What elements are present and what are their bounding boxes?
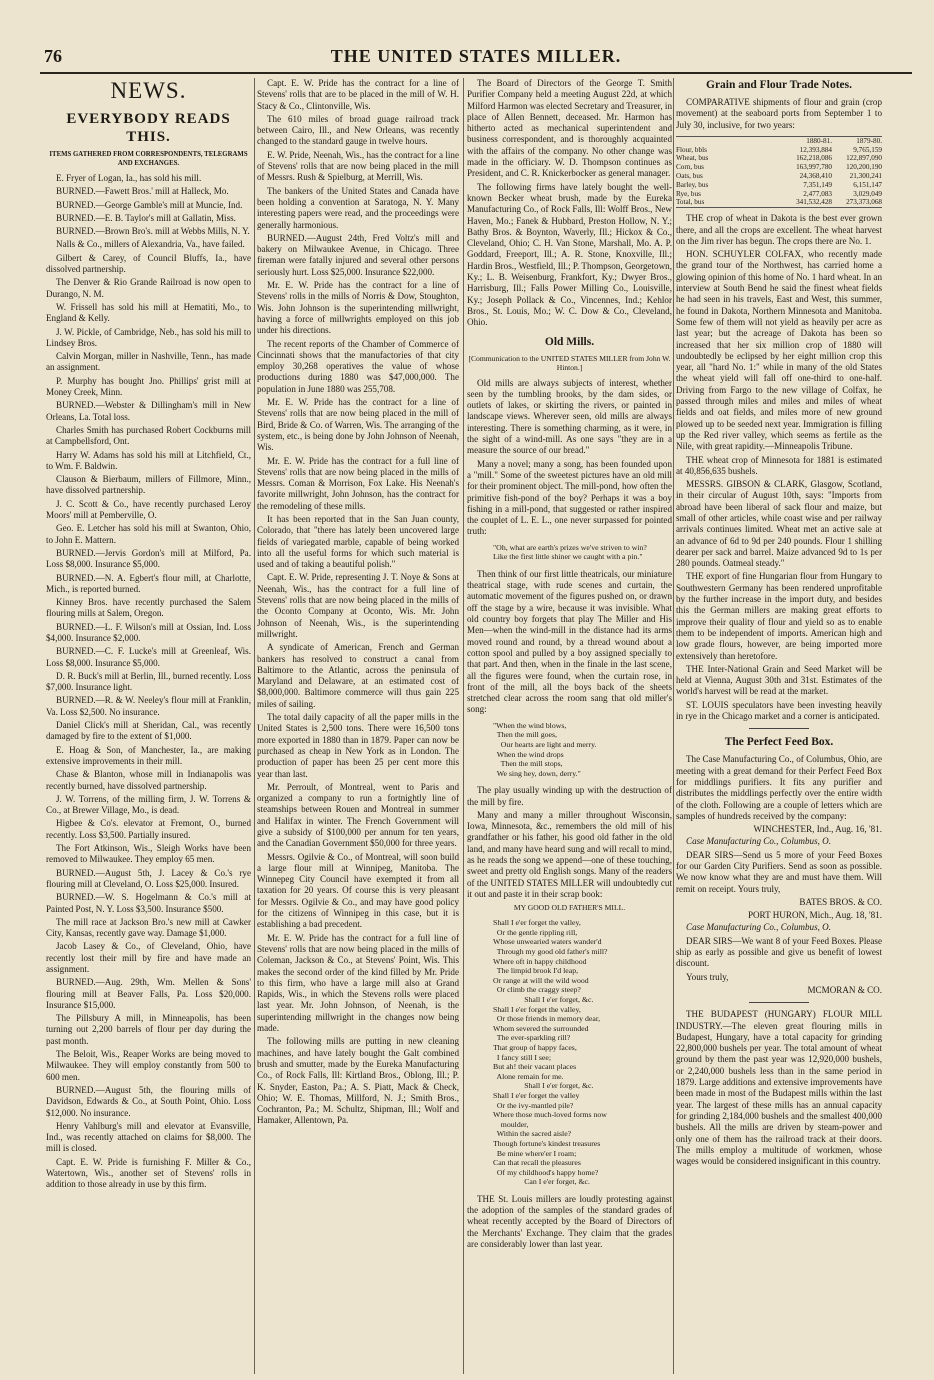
table-row	[676, 198, 882, 207]
poem-line: Or range at will the wild wood	[493, 975, 589, 985]
news-item: E. Hoag & Son, of Manchester, Ia., are making extensive improvements in their mill.	[46, 744, 251, 766]
poem-line: Whom severed the surrounded	[493, 1023, 589, 1033]
news-item: THE St. Louis millers are loudly protesting against the adoption of the samples of the standard grades of wheat recently accepted by the Board of Directors of the Merchants' Exchange. They claim that the grades are considerably lower than last year.	[467, 1193, 672, 1250]
news-item: Geo. E. Letcher has sold his mill at Swanton, Ohio, to John E. Mattern.	[46, 523, 251, 545]
news-item: Mr. Perroult, of Montreal, went to Paris and organized a company to run a fortnightly line of steamships between Rouen and Montreal in summer and Halifax in winter. The French Government will give a subsidy of $100,000 per annum for ten years, and the Canadian Government $50,000 for three years.	[257, 781, 459, 849]
news-item: Capt. E. W. Pride is furnishing F. Miller & Co., Watertown, Wis., another set of Stevens' rolls in addition to those already in use by this firm.	[46, 1156, 251, 1190]
news-item: BURNED.—August 5th, the flouring mills of Davidson, Edwards & Co., at South Point, Ohio. Loss $12,000. No insurance.	[46, 1084, 251, 1118]
poem-line: The limpid brook I'd leap,	[493, 966, 579, 976]
news-items	[46, 173, 251, 1191]
news-item: J. W. Torrens, of the milling firm, J. W. Torrens & Co., at Brewer Village, Mo., is dead.	[46, 793, 251, 816]
poem-line: Where those much-loved forms now	[493, 1110, 607, 1120]
column-2	[257, 78, 459, 1374]
everybody-reads-heading: EVERYBODY READS THIS.	[66, 111, 231, 145]
column-3	[467, 78, 672, 1374]
table-row	[676, 181, 882, 190]
masthead-title: THE UNITED STATES MILLER.	[330, 46, 622, 66]
poem-line: Through my good old father's mill?	[493, 947, 608, 957]
budapest-item: THE BUDAPEST (HUNGARY) FLOUR MILL INDUSTRY.—The eleven great flouring mills in Budapest, Hungary, have a total capacity for grinding 22,800,000 bushels per year. The total amount of wheat ground by them the past year was 12,920,000 bushels, or 2,240,000 bushels less than in the same period in 1879. Large additions and extensive improvements have been made in most of the Budapest mills within the last year. The largest of these mills has an annual capacity for grinding 2,184,000 bushels and the smallest 400,000 bushels. All the mills are driven by steam-power and only one of them has the railroad track at their doors. The mills employ a multitude of workmen, whose wages would be considered insignificant in this country.	[676, 1009, 882, 1167]
news-item: Charles Smith has purchased Robert Cockburns mill at Campbellsford, Ont.	[46, 424, 251, 447]
news-item: The Pillsbury A mill, in Minneapolis, has been turning out 2,200 barrels of flour per day during the past month.	[46, 1013, 251, 1046]
letter2-recipient: Case Manufacturing Co., Columbus, O.	[686, 922, 831, 933]
news-item: Harry W. Adams has sold his mill at Litchfield, Ct., to Wm. F. Baldwin.	[46, 449, 251, 471]
news-item: BURNED.—C. F. Lucke's mill at Greenleaf, Wis. Loss $8,000. Insurance $5,000.	[46, 646, 251, 668]
news-item: Clauson & Bierbaum, millers of Fillmore, Minn., have dissolved partnership.	[46, 474, 251, 496]
news-item: BURNED.—Jervis Gordon's mill at Milford, Pa. Loss $8,000. Insurance $5,000.	[46, 547, 251, 570]
news-item: BURNED.—August 5th, J. Lacey & Co.'s rye flouring mill at Cleveland, O. Loss $25,000. Insured.	[46, 867, 251, 889]
news-item: The mill race at Jackson Bro.'s new mill at Cawker City, Kansas, recently gave way. Damage $1,000.	[46, 916, 251, 939]
news-item: BURNED.—Aug. 29th, Wm. Mellen & Sons' flouring mill at Beaver Falls, Pa. Loss $20,000. Insurance $15,000.	[46, 977, 251, 1010]
news-items-continued	[257, 78, 459, 1127]
poem-line: Of my childhood's happy home?	[493, 1167, 599, 1177]
poem-line: Within the sacred aisle?	[493, 1129, 572, 1139]
news-item: Capt. E. W. Pride, representing J. T. Noye & Sons at Neenah, Wis., has the contract for a full line of Stevens' rolls that are now being placed in the mills of the Oconto Company at Oconto, Wis. Mr. John Johnson of Neenah, Wis., is the superintending millwright.	[257, 572, 459, 639]
news-item: MESSRS. GIBSON & CLARK, Glasgow, Scotland, in their circular of August 10th, says: "Imports from abroad have been liberal of sack flour and maize, but small of other articles, while coast wise and per railway arrivals continues limited. Wheat met an active sale at an advance of 6d to 9d per 240 pounds. Flour 1 shilling dearer per sack and barrel. Maize advanced 9d to 1s per 280 pounds. Oatmeal steady."	[676, 479, 882, 569]
news-item: A syndicate of American, French and German bankers has resolved to construct a canal from Baltimore to the Atlantic, across the peninsula of Maryland and Delaware, at an estimated cost of $8,000,000. Baltimore commerce will thus gain 225 miles of sailing.	[257, 642, 459, 709]
letter1-date: WINCHESTER, Ind., Aug. 16, '81.	[753, 824, 882, 835]
letter2-close: Yours truly,	[686, 971, 729, 982]
table-cell: 273,373,068	[846, 198, 882, 207]
column-4	[676, 78, 882, 1374]
poem-line: Alone remain for me.	[493, 1071, 564, 1081]
table-cell: Oats, bus	[676, 172, 703, 181]
table-row	[676, 172, 882, 181]
table-cell: 1879-80.	[856, 136, 882, 145]
letter2-body: DEAR SIRS—We want 8 of your Feed Boxes. Please ship as early as possible and give us benefit of lowest discount.	[676, 935, 882, 969]
poem-line: Shall I e'er forget the valley,	[493, 1004, 581, 1014]
poem-line: We sing hey, down, derry."	[493, 768, 581, 778]
table-cell: 7,351,149	[803, 180, 832, 189]
feed-box-intro: The Case Manufacturing Co., of Columbus, Ohio, are meeting with a great demand for their Perfect Feed Box for middlings purifiers. It fits any purifier and distributes the middlings perfectly over the entire width of the cloth. Following are a couple of letters which are samples of hundreds received by the company:	[676, 754, 882, 821]
poem-line: Or the gentle rippling rill,	[493, 927, 578, 937]
poem-line: moulder,	[493, 1119, 529, 1129]
poem-line: Then the mill goes,	[493, 730, 557, 740]
old-mills-paragraphs-3	[467, 785, 672, 900]
shipments-table	[676, 136, 882, 208]
news-item: BURNED.—R. & W. Neeley's flour mill at Franklin, Va. Loss $2,500. No insurance.	[46, 695, 251, 717]
news-item: THE crop of wheat in Dakota is the best ever grown there, and all the crops are excellent. The wheat harvest on the Jim river has begun. The crops there are No. 1.	[676, 213, 882, 246]
poem-line: Then the mill stops,	[493, 759, 563, 769]
news-item: ST. LOUIS speculators have been investing heavily in rye in the Chicago market and a corner is anticipated.	[676, 699, 882, 722]
news-item: The recent reports of the Chamber of Commerce of Cincinnati shows that the manufactories of that city employ 30,268 operatives the value of whose productions during 1880 was $47,000,000. The population in June 1880 was 255,708.	[257, 338, 459, 394]
table-header-row	[676, 137, 882, 146]
news-item: E. Fryer of Logan, Ia., has sold his mill.	[56, 173, 202, 183]
letter2-signature: MCMORAN & CO.	[807, 984, 882, 995]
table-cell: 6,151,147	[853, 180, 882, 189]
table-cell: 12,393,884	[799, 145, 832, 154]
page-number: 76	[44, 46, 62, 66]
poem-line: When the wind drops	[493, 749, 564, 759]
table-row	[676, 154, 882, 163]
table-row	[676, 163, 882, 172]
news-item: Daniel Click's mill at Sheridan, Cal., was recently damaged by fire to the extent of $1,000.	[46, 720, 251, 742]
communication-note: [Communication to the UNITED STATES MILLER from John W. Hinton.]	[468, 353, 671, 373]
news-item: Higbee & Co's. elevator at Fremont, O., burned recently. Loss $3,500. Partially insured.	[46, 818, 251, 840]
news-item: THE Inter-National Grain and Seed Market will be held at Vienna, August 30th and 31st. Estimates of the world's harvest will be read at the market.	[676, 663, 882, 697]
poem-line: Though fortune's kindest treasures	[493, 1138, 601, 1148]
perfect-feed-box-heading: The Perfect Feed Box.	[724, 736, 834, 749]
article-paragraph: Many a novel; many a song, has been founded upon a "mill." Some of the sweetest pictures have an old mill for their prominent object. The mill-pond, how often the primitive fish-pond of the boy? Perhaps it was a boy fishing in a mill-pond, that suggested or rather inspired the couplet of L. E. L., one never surpassed for pointed truth:	[467, 458, 672, 537]
table-cell: Wheat, bus	[676, 154, 709, 163]
letter1-recipient: Case Manufacturing Co., Columbus, O.	[686, 836, 831, 847]
poem-line: Or the ivy-mantled pile?	[493, 1100, 574, 1110]
poem-line: Shall I e'er forget, &c.	[493, 1081, 594, 1091]
table-cell: Barley, bus	[676, 180, 709, 189]
news-item: BURNED.—E. B. Taylor's mill at Gallatin, Miss.	[56, 212, 236, 223]
news-item: THE export of fine Hungarian flour from Hungary to Southwestern Germany has been rendered unprofitable by the further increase in the import duty, and besides this the German millers are making great efforts to improve their quality of flour and yield so as to enable them to be independent of imports. American high and low grade flours, however, are being imported more extensively than heretofore.	[676, 571, 882, 661]
poem-line: Be mine where'er I roam;	[493, 1148, 577, 1158]
poem-line: Can that recall the pleasures	[493, 1158, 581, 1168]
millers-song	[493, 721, 672, 779]
table-cell: Total, bus	[676, 198, 705, 207]
table-cell: 2,477,083	[803, 189, 832, 198]
news-item: Gilbert & Carey, of Council Bluffs, Ia., have dissolved partnership.	[46, 252, 251, 275]
news-item: Jacob Lasey & Co., of Cleveland, Ohio, have recently lost their mill by fire and have made an assignment.	[46, 941, 251, 974]
news-item: The Board of Directors of the George T. Smith Purifier Company held a meeting August 22d, at which Milford Harmon was elected Secretary and Treasurer, in place of Allen Bennett, deceased. Mr. Harmon has hitherto acted as mechanical superintendent and business correspondent, and is thoroughly acquainted with the affairs of the company. No other change was made in the officiary. W. D. Thompson continues as President, and C. R. Knickerbocker as general manager.	[467, 78, 672, 179]
table-cell: 162,218,086	[796, 154, 832, 163]
poem-line: Whose unwearied waters wander'd	[493, 937, 602, 947]
table-cell: Rye, bus	[676, 189, 701, 198]
article-paragraph: Many and many a miller throughout Wisconsin, Iowa, Minnesota, &c., remembers the old mill of his grandfather or his father, his good old father in the old land, and many have heard sung and will recall to mind, as he reads the song we append—one of these touching, sweet and pretty old English songs. Many of the readers of the UNITED STATES MILLER will undoubtedly cut it out and paste it in their scrap book:	[467, 809, 672, 899]
table-cell: 120,200,190	[846, 163, 882, 172]
old-mills-paragraphs-2	[467, 569, 672, 716]
news-item: BURNED.—Brown Bro's. mill at Webbs Mills, N. Y.	[56, 226, 250, 237]
news-item: THE wheat crop of Minnesota for 1881 is estimated at 40,856,635 bushels.	[676, 454, 882, 476]
poem-line: Our hearts are light and merry.	[493, 739, 597, 749]
news-item: Kinney Bros. have recently purchased the Salem flouring mills at Salem, Oregon.	[46, 597, 251, 619]
news-item: D. R. Buck's mill at Berlin, Ill., burned recently. Loss $7,000. Insurance light.	[46, 670, 251, 693]
grain-notes-heading: Grain and Flour Trade Notes.	[706, 79, 852, 91]
news-heading: NEWS.	[110, 78, 187, 103]
news-item: The bankers of the United States and Canada have been holding a convention at Saratoga, N. Y. Many interesting papers were read, and the proceedings were generally harmonious.	[257, 185, 459, 230]
news-item: Mr. E. W. Pride has the contract for a full line of Stevens' rolls that are now being placed in the mills of Coleman, Jackson & Co., at Stevens' Point, Wis. This makes the second order of the kind filled by Mr. Pride to this firm, who have a large mill also at Grand Rapids, Wis., in which the Stevens rolls were placed last year. Mr. John Johnson, of Neenah, is the superintending millwright in the changes now being made.	[257, 932, 459, 1034]
poem-line: I fancy still I see;	[493, 1052, 552, 1062]
poem-line: Shall I e'er forget the valley,	[493, 918, 581, 928]
poem-line: Shall I e'er forget, &c.	[493, 995, 594, 1005]
news-item: The 610 miles of broad guage railroad track between Cairo, Ill., and New Orleans, was recently changed to the standard gauge in twelve hours.	[257, 113, 459, 147]
news-item: BURNED.—Fawett Bros.' mill at Halleck, Mo.	[56, 186, 229, 197]
news-item: BURNED.—W. S. Hogelmann & Co.'s mill at Painted Post, N. Y. Loss $3,500. Insurance $500.	[46, 892, 251, 914]
letter2-date: PORT HURON, Mich., Aug. 18, '81.	[747, 910, 882, 921]
news-item: BURNED.—L. F. Wilson's mill at Ossian, Ind. Loss $4,000. Insurance $2,000.	[46, 621, 251, 643]
news-item: The Fort Atkinson, Wis., Sleigh Works have been removed to Milwaukee. They employ 65 men.	[46, 843, 251, 865]
table-cell: Corn, bus	[676, 163, 704, 172]
news-item: BURNED.—N. A. Egbert's flour mill, at Charlotte, Mich., is reported burned.	[46, 572, 251, 594]
poem-line: Or climb the craggy steep?	[493, 985, 581, 995]
section-divider	[749, 1002, 809, 1003]
news-item: BURNED.—August 24th, Fred Voltz's mill and bakery on Milwaukee Avenue, in Chicago. Three fireman were fatally injured and several other persons seriously hurt. Loss $25,000. Insurance $22,000.	[257, 232, 459, 277]
table-cell: 341,532,428	[796, 198, 832, 207]
news-item: Henry Vahlburg's mill and elevator at Evansville, Ind., was recently attached on claims for $8,000. The mill is closed.	[46, 1120, 251, 1154]
article-paragraph: Then think of our first little theatricals, our miniature theatrical stage, with rude scenes and curtain, the automatic movement of the figures pushed on, or drawn off the stage by a wire, because it was invisible. What old country boy forgets that play The Miller and His Men—when the wind-mill in the distance had its arms moved round and round, by a thread wound about a cotton spool and pulled by a boy assigned specially to that part. And then, when in the finale in the last scene, all the figures were found, when the curtain rose, in front of the mill, all the boys back of the sheets stretched clear across the room sang that old miller's song:	[467, 568, 672, 715]
news-item: The Denver & Rio Grande Railroad is now open to Durango, N. M.	[46, 277, 251, 299]
column-1	[46, 78, 251, 1374]
table-cell: 122,897,090	[846, 154, 882, 163]
table-cell: 3,029,049	[853, 189, 882, 198]
news-item: P. Murphy has bought Jno. Phillips' grist mill at Money Creek, Minn.	[46, 375, 251, 398]
column-rule	[463, 78, 464, 1374]
poem-line: Where oft in happy childhood	[493, 956, 587, 966]
table-cell: 21,300,241	[849, 172, 882, 181]
grain-notes-items	[676, 213, 882, 722]
news-item: Mr. E. W. Pride has the contract for a full line of Stevens' rolls that are now being placed in the mills of Messrs. Coman & Morrison, Fox Lake. His Neenah's favorite millwright, John Johnson, has the contract for the remodeling of these mills.	[257, 455, 459, 511]
news-item: Chase & Blanton, whose mill in Indianapolis was recently burned, have dissolved partnership.	[46, 769, 251, 791]
news-item: The following mills are putting in new cleaning machines, and have lately bought the Galt combined brush and smutter, made by the Eureka Manufacturing Co., of Rock Falls, Ill: Kirtland Bros., Oblong, Ill.; P. K. Snyder, Easton, Pa.; A. S. Piatt, Mack & Check, Ohio; W. E. Thomas, Millford, N. J.; Smith Bros., Cochranton, Pa.; M. Schultz, Shipman, Ill.; Wolf and Hamaker, Allentown, Pa.	[257, 1036, 459, 1126]
news-item: The following firms have lately bought the well-known Becker wheat brush, made by the Eureka Manufacturing Co., of Rock Falls, Ill: Wolff Bros., New Haven, Mo.; Fanek & Hubbard, Preston Hollow, N. Y.; Bathy Bros. & Boynton, Waverly, Ill.; Hickox & Co., Cleveland, Ohio; C. H. Van Stone, Marshall, Mo. A. P. Goddard, Freeport, Ill.; A. R. Stone, Knoxville, Ill.; Hardin Bros., Westfield, Ill.; P. Thompson, Georgetown, Ky.; L. B. Weisenburg, Frankfort, Ky.; Dwyer Bros., Harrisburg, Ill.; Falls Power Milling Co., Louisville, Ky.; Joseph Pollack & Co., Vincennes, Ind.; Kehlor Bros., St. Louis, Mo.; W. C. Dow & Co., Cleveland, Ohio.	[467, 181, 672, 328]
letter1-signature: BATES BROS. & CO.	[799, 896, 882, 907]
news-item: Mr. E. W. Pride has the contract for a line of Stevens' rolls that are now being placed in the mill of Bird, Bride & Co. of Warren, Wis. The arranging of the system, etc., is being done by John Johnson of Neenah, Wis.	[257, 397, 459, 453]
letter1-body: DEAR SIRS—Send us 5 more of your Feed Boxes for our Garden City Purifiers. Send as soon as possible. We now know what they are and must have them. Will remit on receipt. Yours truly,	[676, 849, 882, 894]
poem-title: MY GOOD OLD FATHER'S MILL.	[513, 903, 626, 913]
news-item: HON. SCHUYLER COLFAX, who recently made the grand tour of the Northwest, has carried home a glowing opinion of this home of No. 1 hard wheat. In an interview at South Bend he said the finest wheat fields he had seen in his travels, East and West, this summer, he found in Dakota, Northern Minnesota and Manitoba. Some few of them will not yield as heavily per acre as last year; but the acreage of Dakota has been so increased that her six million crop of 1880 will undoubtedly be eclipsed by her eight million crop this year, all "hard No. 1:" while in many of the old States the wheat yield will fall off one-third to one-half. Driving from Fargo to the new village of Colfax, he passed through miles and miles and miles of wheat fields and oat fields, and miles more of new ground plowed up to be seeded next year. Immigration is filling up the Red river valley, which seems as fertile as the Nile, with great rapidity.—Minneapolis Tribune.	[676, 249, 882, 452]
table-row	[676, 146, 882, 155]
news-item: BURNED.—Webster & Dillingham's mill in New Orleans, La. Total loss.	[46, 400, 251, 422]
poem-line: Or those friends in memory dear,	[493, 1014, 601, 1024]
table-cell: 9,765,159	[853, 145, 882, 154]
table-cell: Flour, bbls	[676, 145, 707, 154]
poem-line: Can I e'er forget, &c.	[493, 1177, 590, 1187]
table-cell: 163,997,780	[796, 163, 832, 172]
news-item: Calvin Morgan, miller in Nashville, Tenn., has made an assignment.	[46, 351, 251, 373]
poem-line: "Oh, what are earth's prizes we've striven to win?	[493, 542, 647, 552]
couplet	[493, 543, 672, 562]
poem-line: Like the first little shiner we caught with a pin."	[493, 552, 643, 562]
news-item: W. Frissell has sold his mill at Hematiti, Mo., to England & Kelly.	[46, 301, 251, 324]
column-rule	[673, 78, 674, 1374]
fathers-mill-poem	[493, 918, 672, 1187]
poem-line: The ever-sparkling rill?	[493, 1033, 571, 1043]
news-item: The Beloit, Wis., Reaper Works are being moved to Milwaukee. They will employ constantly from 500 to 600 men.	[46, 1049, 251, 1082]
old-mills-paragraphs	[467, 378, 672, 538]
column-rule	[254, 78, 255, 1374]
news-item: The total daily capacity of all the paper mills in the United States is 2,500 tons. There were 16,500 tons more exported in 1880 than in 1879. Paper can now be purchased as cheap in New York as in London. The production of paper has been 25 per cent more this year than last.	[257, 712, 459, 779]
news-item: Mr. E. W. Pride has the contract for a line of Stevens' rolls in the mills of Norris & Dow, Stoughton, Wis. John Johnson is the superintending millwright, having a force of millwrights employed on this job under his directions.	[257, 280, 459, 336]
article-paragraph: Old mills are always subjects of interest, whether seen by the tumbling brooks, by the dam sides, or outlets of lakes, or skirting the rivers, or painted in landscape views. Wherever seen, old mills are always interesting. There is something charming, as it were, in the sight of a wind-mill. As one says "they are in a measure the source of our bread."	[467, 377, 672, 456]
table-row	[676, 190, 882, 199]
poem-line: Shall I e'er forget the valley	[493, 1090, 580, 1100]
poem-line: But ah! their vacant places	[493, 1062, 577, 1072]
table-cell	[676, 137, 782, 146]
news-item: Nalls & Co., millers of Alexandria, Va., have failed.	[56, 239, 245, 250]
poem-line: That group of happy faces,	[493, 1042, 577, 1052]
article-paragraph: The play usually winding up with the destruction of the mill by fire.	[467, 785, 672, 807]
shipments-intro: COMPARATIVE shipments of flour and grain (crop movement) at the seaboard ports from September 1 to July 30, inclusive, for two years:	[676, 97, 882, 130]
old-mills-heading: Old Mills.	[544, 335, 595, 348]
news-item: Messrs. Ogilvie & Co., of Montreal, will soon build a large flour mill at Winnipeg, Manitoba. The Winnepeg City Council have exempted it from all taxation for 20 years. Of course this is very pleasant for Messrs. Ogilvie & Co., and may have good policy for the citizens of Winnipeg in this case, but it is establishing a bad precedent.	[257, 851, 459, 930]
table-cell: 1880-81.	[806, 136, 832, 145]
news-item: Capt. E. W. Pride has the contract for a line of Stevens' rolls that are to be placed in the mill of W. H. Stacy & Co., Clintonville, Wis.	[257, 78, 459, 111]
st-louis-item	[467, 1194, 672, 1250]
poem-line: "When the wind blows,	[493, 720, 567, 730]
news-item: E. W. Pride, Neenah, Wis., has the contract for a line of Stevens' rolls that are now being placed in the mill of Messrs. Rush & Spielburg, at Merrill, Wis.	[257, 149, 459, 183]
news-item: J. W. Pickle, of Cambridge, Neb., has sold his mill to Lindsey Bros.	[46, 326, 251, 348]
section-divider	[749, 728, 809, 729]
news-items-top	[467, 78, 672, 329]
table-cell: 24,368,410	[799, 172, 832, 181]
items-subheading: ITEMS GATHERED FROM CORRESPONDENTS, TELEGRAMS AND EXCHANGES.	[49, 151, 248, 167]
news-item: BURNED.—George Gamble's mill at Muncie, Ind.	[56, 199, 243, 210]
page-header	[40, 44, 912, 74]
news-item: J. C. Scott & Co., have recently purchased Leroy Moors' mill at Pemberville, O.	[46, 498, 251, 521]
news-item: It has been reported that in the San Juan county, Colorado, that "there has lately been uncovered large fields of variegated marble, capable of being worked into all the useful forms for which such material is used and of taking a beautiful polish."	[257, 513, 459, 570]
